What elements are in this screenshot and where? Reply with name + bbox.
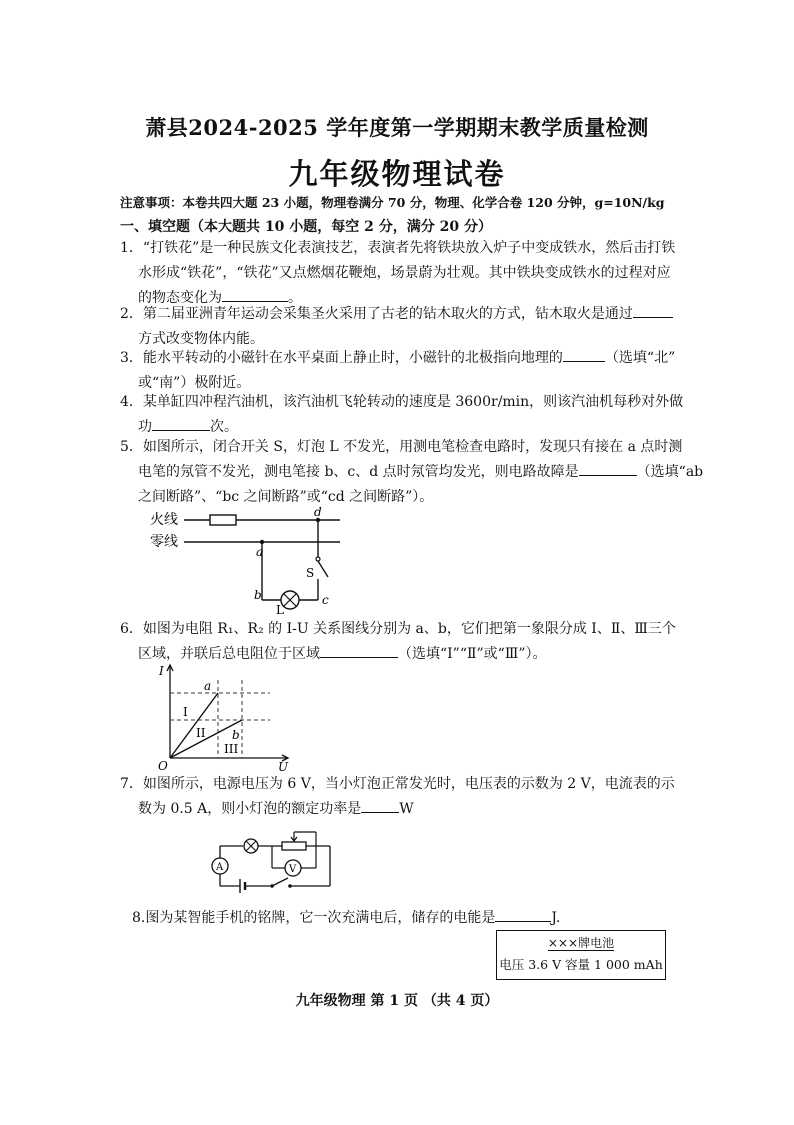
answer-blank[interactable]	[152, 416, 210, 431]
question-8	[132, 906, 760, 931]
nameplate-title	[497, 934, 665, 951]
voltmeter-label: V	[289, 864, 297, 875]
bulb-circuit-diagram	[200, 826, 340, 896]
question-5	[120, 435, 748, 510]
question-3	[120, 346, 748, 396]
line-a	[170, 693, 218, 758]
question-number: 2．	[120, 306, 143, 322]
question-2	[120, 302, 748, 352]
page-footer: 九年级物理 第 1 页 （共 4 页）	[295, 993, 499, 1009]
question-number: 7．	[120, 776, 143, 792]
question-text: 水形成“铁花”，“铁花”又点燃烟花鞭炮，场景蔚为壮观。其中铁块变成铁水的过程对应	[138, 265, 671, 281]
question-text: （选填“I”“Ⅱ”或“Ⅲ”）。	[398, 646, 547, 662]
line-b-label: b	[232, 728, 240, 742]
answer-blank[interactable]	[563, 347, 605, 362]
bulb-l-label: L	[276, 603, 284, 615]
question-text: 如图所示，电源电压为 6 V，当小灯泡正常发光时，电压表的示数为 2 V，电流表的示	[142, 776, 675, 792]
question-text: 某单缸四冲程汽油机，该汽油机飞轮转动的速度是 3600r/min，则该汽油机每秒对外做	[142, 394, 684, 410]
question-text: （选填“ab	[636, 464, 704, 480]
region-1-label: I	[183, 705, 188, 719]
answer-blank[interactable]	[320, 643, 398, 658]
region-3-label: III	[224, 742, 239, 756]
question-text: J.	[551, 910, 561, 926]
exam-notice: 注意事项：本卷共四大题 23 小题，物理卷满分 70 分，物理、化学合卷 120 分钟，g=10N/kg	[120, 195, 665, 210]
point-c-label: c	[322, 593, 329, 607]
exam-subtitle: 九年级物理试卷	[288, 157, 506, 191]
section-title: 一、填空题（本大题共 10 小题，每空 2 分，满分 20 分）	[120, 219, 492, 235]
answer-blank[interactable]	[222, 287, 288, 302]
rheostat-icon	[282, 842, 306, 850]
answer-blank[interactable]	[633, 303, 673, 318]
battery-nameplate	[496, 930, 666, 980]
question-text: 之间断路”、“bc 之间断路”或“cd 之间断路”）。	[138, 489, 434, 505]
household-circuit-diagram	[150, 505, 350, 615]
question-text: 图为某智能手机的铭牌，它一次充满电后，储存的电能是	[145, 910, 496, 926]
question-1	[120, 236, 748, 311]
question-text: 方式改变物体内能。	[138, 331, 264, 347]
answer-blank[interactable]	[495, 907, 551, 922]
question-number: 1．	[120, 240, 143, 256]
switch-contact	[316, 557, 320, 561]
question-text: 数为 0.5 A，则小灯泡的额定功率是	[138, 801, 362, 817]
fuse-icon	[210, 515, 236, 525]
answer-blank[interactable]	[579, 461, 637, 476]
question-7	[120, 772, 748, 822]
neutral-wire-label: 零线	[150, 534, 178, 550]
question-4	[120, 390, 748, 440]
question-text: 能水平转动的小磁针在水平桌面上静止时，小磁针的北极指向地理的	[142, 350, 563, 366]
question-text: 或“南”）极附近。	[138, 375, 251, 391]
point-a-label: a	[256, 545, 264, 559]
question-text: 区域，并联后总电阻位于区域	[138, 646, 320, 662]
question-number: 8.	[132, 910, 146, 926]
answer-blank[interactable]	[361, 798, 399, 813]
question-text: 次。	[210, 419, 238, 435]
exam-title: 萧县2024-2025 学年度第一学期期末教学质量检测	[145, 115, 649, 140]
origin-label: O	[158, 759, 168, 772]
live-wire-label: 火线	[150, 512, 178, 528]
question-number: 4．	[120, 394, 143, 410]
switch-icon	[318, 561, 328, 577]
question-number: 5．	[120, 439, 143, 455]
nameplate-brand: ×××牌电池	[547, 936, 615, 950]
y-axis-label: I	[159, 664, 164, 678]
question-text: 功	[138, 419, 152, 435]
question-number: 3．	[120, 350, 143, 366]
question-text: 如图为电阻 R₁、R₂ 的 I-U 关系图线分别为 a、b，它们把第一象限分成 I、Ⅱ、Ⅲ三个	[142, 621, 676, 637]
switch-s-label: S	[306, 566, 315, 580]
question-text: 如图所示，闭合开关 S，灯泡 L 不发光，用测电笔检查电路时，发现只有接在 a 点时测	[142, 439, 683, 455]
question-text: 电笔的氖管不发光，测电笔接 b、c、d 点时氖管均发光，则电路故障是	[138, 464, 579, 480]
question-text: 第二届亚洲青年运动会采集圣火采用了古老的钻木取火的方式，钻木取火是通过	[142, 306, 633, 322]
x-axis-label: U	[278, 760, 289, 772]
question-number: 6．	[120, 621, 143, 637]
question-text: （选填“北”	[604, 350, 676, 366]
point-b-label: b	[254, 588, 262, 602]
i-u-graph	[150, 660, 300, 772]
region-2-label: II	[196, 726, 206, 740]
question-text: 。	[288, 290, 302, 306]
question-text: W	[399, 801, 414, 817]
question-text: 的物态变化为	[138, 290, 222, 306]
point-d-label: d	[314, 505, 322, 519]
ammeter-label: A	[216, 862, 224, 873]
line-a-label: a	[204, 679, 212, 693]
question-text: “打铁花”是一种民族文化表演技艺，表演者先将铁块放入炉子中变成铁水，然后击打铁	[142, 240, 676, 256]
nameplate-spec: 电压 3.6 V 容量 1 000 mAh	[499, 957, 663, 972]
switch-icon	[272, 878, 288, 886]
